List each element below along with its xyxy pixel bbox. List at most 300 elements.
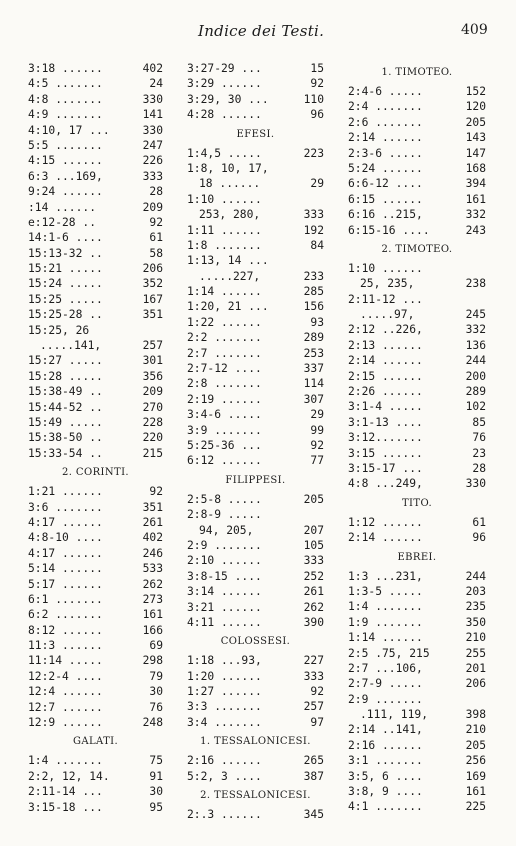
index-entry — [348, 615, 486, 630]
section-heading: TITO. — [401, 497, 433, 509]
index-entry — [28, 638, 163, 653]
entry-reference: 15:44-52 .. — [28, 400, 103, 414]
entry-reference: 1:8 ....... — [187, 238, 262, 252]
entry-page-number: 30 — [149, 685, 163, 699]
entry-page-number: 167 — [142, 292, 163, 306]
index-entry — [187, 669, 324, 684]
index-entry — [28, 700, 163, 715]
entry-reference: 1:4 ....... — [348, 600, 423, 614]
entry-reference: 3:29 ...... — [187, 77, 262, 91]
entry-reference: 3:18 ...... — [28, 62, 103, 75]
index-entry — [28, 500, 163, 515]
index-entry — [187, 699, 324, 714]
entry-page-number: 252 — [303, 569, 324, 583]
index-entry — [348, 769, 486, 784]
index-entry — [28, 276, 163, 291]
index-entry — [187, 315, 324, 330]
entry-reference: 2:8-9 ..... — [187, 508, 262, 522]
index-entry-continuation — [187, 176, 324, 191]
entry-page-number: 262 — [303, 600, 324, 614]
entry-reference: 2:15 ...... — [348, 369, 423, 383]
entry-reference: 3:9 ....... — [187, 423, 262, 437]
index-entry-continuation — [187, 523, 324, 538]
index-entry — [187, 453, 324, 468]
index-entry — [28, 484, 163, 499]
entry-page-number: 169 — [465, 769, 486, 783]
entry-page-number: 75 — [149, 754, 163, 768]
entry-reference: 9:24 ...... — [28, 185, 103, 199]
entry-reference: 2:7 ...106, — [348, 661, 423, 675]
entry-reference: 15:38-50 .. — [28, 431, 103, 445]
entry-page-number: 333 — [303, 669, 324, 683]
entry-page-number: 261 — [303, 585, 324, 599]
index-entry — [348, 399, 486, 414]
index-entry — [187, 361, 324, 376]
index-entry — [187, 807, 324, 822]
entry-page-number: 92 — [149, 485, 163, 499]
entry-page-number: 110 — [303, 92, 324, 106]
index-entry — [348, 322, 486, 337]
entry-reference: 2:16 ...... — [187, 754, 262, 768]
entry-page-number: 23 — [472, 446, 486, 460]
index-entry — [187, 407, 324, 422]
index-entry-continuation — [348, 707, 486, 722]
entry-reference: 2:.3 ...... — [187, 808, 262, 822]
index-entry — [348, 192, 486, 207]
entry-reference: 2:12 ..226, — [348, 323, 423, 337]
index-entry — [187, 76, 324, 91]
entry-reference: 3:15 ...... — [348, 446, 423, 460]
index-entry — [187, 684, 324, 699]
entry-reference: 1:27 ...... — [187, 685, 262, 699]
index-entry — [28, 684, 163, 699]
index-entry — [28, 200, 163, 215]
entry-reference: .....141, — [40, 339, 102, 353]
index-entry — [187, 492, 324, 507]
section-heading: GALATI. — [72, 736, 119, 748]
index-entry-continuation — [28, 338, 163, 353]
index-entry — [348, 84, 486, 99]
index-entry — [348, 599, 486, 614]
entry-reference: 3:29, 30 ... — [187, 92, 269, 106]
index-entry — [28, 669, 163, 684]
index-entry-continuation — [187, 269, 324, 284]
entry-reference: .....227, — [199, 269, 261, 283]
entry-page-number: 79 — [149, 669, 163, 683]
index-entry — [187, 538, 324, 553]
entry-page-number: 333 — [142, 169, 163, 183]
entry-reference: 1:12 ...... — [348, 515, 423, 529]
index-entry — [28, 400, 163, 415]
entry-page-number: 166 — [142, 623, 163, 637]
entry-page-number: 246 — [142, 546, 163, 560]
index-entry — [348, 753, 486, 768]
index-entry — [28, 61, 163, 76]
index-entry — [348, 353, 486, 368]
entry-page-number: 24 — [149, 77, 163, 91]
index-entry — [28, 353, 163, 368]
entry-reference: 4:9 ....... — [28, 108, 103, 122]
index-entry — [187, 653, 324, 668]
entry-reference: 6:3 ...169, — [28, 169, 103, 183]
index-entry — [187, 146, 324, 161]
entry-page-number: 77 — [310, 454, 324, 468]
entry-reference: 3:8-15 .... — [187, 569, 262, 583]
entry-page-number: 262 — [142, 577, 163, 591]
index-entry — [28, 577, 163, 592]
entry-page-number: 105 — [303, 538, 324, 552]
index-entry — [348, 476, 486, 491]
entry-reference: 1:4 ....... — [28, 754, 103, 768]
section-heading: 1. TESSALONICESI. — [200, 736, 311, 748]
entry-page-number: 387 — [303, 769, 324, 783]
entry-page-number: 333 — [303, 554, 324, 568]
index-entry — [348, 530, 486, 545]
index-entry — [187, 346, 324, 361]
entry-page-number: 99 — [310, 423, 324, 437]
entry-reference: 4:28 ...... — [187, 108, 262, 122]
entry-reference: 1:20, 21 ... — [187, 300, 269, 314]
entry-page-number: 210 — [465, 723, 486, 737]
entry-reference: 15:33-54 .. — [28, 446, 103, 460]
entry-reference: 15:38-49 .. — [28, 385, 103, 399]
entry-page-number: 206 — [465, 677, 486, 691]
entry-reference: 2:11-14 ... — [28, 785, 103, 799]
entry-reference: 6:2 ....... — [28, 608, 103, 622]
entry-page-number: 333 — [303, 208, 324, 222]
index-entry — [348, 207, 486, 222]
entry-reference: .....97, — [360, 308, 415, 322]
entry-reference: e:12-28 .. — [28, 215, 97, 229]
entry-page-number: 244 — [465, 569, 486, 583]
entry-reference: 1:21 ...... — [28, 485, 103, 499]
index-entry — [187, 107, 324, 122]
entry-page-number: 84 — [310, 238, 324, 252]
entry-reference: 15:49 ..... — [28, 415, 103, 429]
index-entry — [348, 384, 486, 399]
entry-reference: 2:14 ...... — [348, 531, 423, 545]
index-entry — [348, 646, 486, 661]
index-entry — [28, 415, 163, 430]
index-entry — [187, 192, 324, 207]
entry-page-number: 143 — [465, 131, 486, 145]
entry-reference: 3:6 ....... — [28, 500, 103, 514]
index-entry — [28, 307, 163, 322]
entry-reference: 1:3 ...231, — [348, 569, 423, 583]
entry-reference: 3:15-18 ... — [28, 800, 103, 814]
index-entry — [28, 369, 163, 384]
entry-page-number: 69 — [149, 639, 163, 653]
entry-page-number: 147 — [465, 146, 486, 160]
index-entry — [348, 584, 486, 599]
entry-reference: 15:27 ..... — [28, 354, 103, 368]
index-entry — [187, 423, 324, 438]
entry-page-number: 337 — [303, 362, 324, 376]
entry-page-number: 247 — [142, 138, 163, 152]
index-entry — [187, 438, 324, 453]
index-entry — [348, 176, 486, 191]
entry-page-number: 245 — [465, 308, 486, 322]
entry-page-number: 351 — [142, 500, 163, 514]
index-entry — [187, 584, 324, 599]
entry-reference: 3:21 ...... — [187, 600, 262, 614]
index-entry — [28, 715, 163, 730]
entry-page-number: 215 — [142, 446, 163, 460]
index-entry — [28, 92, 163, 107]
index-entry — [187, 92, 324, 107]
entry-reference: 4:8-10 .... — [28, 531, 103, 545]
index-entry — [28, 800, 163, 815]
index-entry — [28, 123, 163, 138]
index-entry — [348, 261, 486, 276]
entry-reference: 3:3 ....... — [187, 700, 262, 714]
entry-page-number: 402 — [142, 531, 163, 545]
entry-reference: 2:6 ....... — [348, 115, 423, 129]
entry-reference: 25, 235, — [360, 277, 415, 291]
entry-reference: 8:12 ...... — [28, 623, 103, 637]
index-entry — [28, 653, 163, 668]
entry-reference: :14 ...... — [28, 200, 97, 214]
entry-page-number: 244 — [465, 354, 486, 368]
index-entry — [28, 607, 163, 622]
entry-page-number: 161 — [142, 608, 163, 622]
index-entry — [28, 784, 163, 799]
section-heading: EFESI. — [236, 128, 275, 140]
entry-reference: 2:9 ....... — [348, 692, 423, 706]
entry-page-number: 356 — [142, 369, 163, 383]
entry-reference: 2:4-6 ..... — [348, 85, 423, 98]
entry-page-number: 210 — [465, 631, 486, 645]
entry-page-number: 350 — [465, 615, 486, 629]
index-column-3 — [348, 61, 486, 815]
entry-reference: 4:17 ...... — [28, 515, 103, 529]
entry-page-number: 97 — [310, 715, 324, 729]
index-entry — [187, 330, 324, 345]
index-entry — [187, 284, 324, 299]
entry-reference: 1:3-5 ..... — [348, 584, 423, 598]
entry-page-number: 273 — [142, 592, 163, 606]
entry-reference: 2:4 ....... — [348, 100, 423, 114]
entry-reference: 15:25-28 .. — [28, 308, 103, 322]
entry-page-number: 209 — [142, 200, 163, 214]
entry-page-number: 298 — [142, 654, 163, 668]
entry-reference: 2:11-12 ... — [348, 292, 423, 306]
entry-reference: 3:27-29 ... — [187, 62, 262, 75]
index-entry — [187, 569, 324, 584]
index-entry — [28, 169, 163, 184]
entry-page-number: 332 — [465, 208, 486, 222]
entry-reference: 1:22 ...... — [187, 315, 262, 329]
entry-reference: 1:20 ...... — [187, 669, 262, 683]
entry-page-number: 390 — [303, 615, 324, 629]
entry-page-number: 253 — [303, 346, 324, 360]
entry-reference: 1:13, 14 ... — [187, 254, 269, 268]
index-entry — [28, 430, 163, 445]
entry-page-number: 257 — [142, 339, 163, 353]
section-heading: FILIPPESI. — [225, 474, 286, 486]
entry-reference: 4:5 ....... — [28, 77, 103, 91]
entry-reference: 15:24 ..... — [28, 277, 103, 291]
index-entry — [28, 323, 163, 338]
section-heading: 2. CORINTI. — [62, 467, 129, 479]
entry-page-number: 28 — [149, 185, 163, 199]
entry-page-number: 76 — [149, 700, 163, 714]
entry-page-number: 330 — [465, 477, 486, 491]
entry-page-number: 533 — [142, 562, 163, 576]
entry-reference: 3:1-13 .... — [348, 415, 423, 429]
entry-page-number: 114 — [303, 377, 324, 391]
index-entry — [348, 461, 486, 476]
entry-reference: 3:4 ....... — [187, 715, 262, 729]
entry-page-number: 285 — [303, 285, 324, 299]
index-entry — [348, 146, 486, 161]
entry-reference: 2:7-12 .... — [187, 362, 262, 376]
entry-page-number: 92 — [149, 215, 163, 229]
entry-page-number: 209 — [142, 385, 163, 399]
entry-reference: 2:14 ...... — [348, 354, 423, 368]
index-entry — [348, 569, 486, 584]
entry-page-number: 58 — [149, 246, 163, 260]
entry-reference: 2:9 ....... — [187, 538, 262, 552]
entry-reference: 2:3-6 ..... — [348, 146, 423, 160]
entry-reference: 2:2, 12, 14. — [28, 769, 110, 783]
entry-page-number: 15 — [310, 62, 324, 75]
entry-page-number: 228 — [142, 415, 163, 429]
entry-page-number: 402 — [142, 62, 163, 75]
index-entry — [348, 338, 486, 353]
entry-page-number: 61 — [149, 231, 163, 245]
entry-reference: 12:4 ...... — [28, 685, 103, 699]
entry-page-number: 61 — [472, 515, 486, 529]
index-entry — [348, 292, 486, 307]
entry-reference: 2:26 ...... — [348, 385, 423, 399]
entry-page-number: 93 — [310, 315, 324, 329]
entry-page-number: 200 — [465, 369, 486, 383]
entry-page-number: 332 — [465, 323, 486, 337]
entry-page-number: 136 — [465, 338, 486, 352]
entry-reference: 4:8 ...249, — [348, 477, 423, 491]
index-entry-continuation — [187, 207, 324, 222]
entry-reference: 2:14 ..141, — [348, 723, 423, 737]
entry-page-number: 102 — [465, 400, 486, 414]
index-column-2 — [187, 61, 324, 822]
entry-page-number: 225 — [465, 800, 486, 814]
index-entry — [348, 130, 486, 145]
entry-reference: 14:1-6 .... — [28, 231, 103, 245]
entry-reference: 15:25, 26 — [28, 323, 90, 337]
entry-page-number: 265 — [303, 754, 324, 768]
entry-page-number: 270 — [142, 400, 163, 414]
entry-page-number: 330 — [142, 92, 163, 106]
index-entry — [187, 715, 324, 730]
entry-page-number: 29 — [310, 408, 324, 422]
index-entry — [187, 753, 324, 768]
index-entry — [28, 530, 163, 545]
entry-page-number: 261 — [142, 515, 163, 529]
entry-page-number: 248 — [142, 716, 163, 730]
index-entry — [187, 553, 324, 568]
entry-reference: 94, 205, — [199, 523, 254, 537]
index-entry — [187, 61, 324, 76]
entry-page-number: 205 — [465, 115, 486, 129]
index-entry — [348, 515, 486, 530]
entry-page-number: 226 — [142, 154, 163, 168]
entry-page-number: 289 — [303, 331, 324, 345]
entry-reference: 3:5, 6 .... — [348, 769, 423, 783]
entry-page-number: 255 — [465, 646, 486, 660]
index-entry — [28, 561, 163, 576]
index-entry — [187, 507, 324, 522]
entry-reference: 15:25 ..... — [28, 292, 103, 306]
index-entry-continuation — [348, 307, 486, 322]
entry-reference: 11:3 ...... — [28, 639, 103, 653]
entry-reference: 6:15 ...... — [348, 192, 423, 206]
entry-reference: 15:13-32 .. — [28, 246, 103, 260]
index-entry — [28, 246, 163, 261]
entry-reference: 2:7 ....... — [187, 346, 262, 360]
entry-page-number: 161 — [465, 192, 486, 206]
index-entry — [348, 799, 486, 814]
index-entry — [28, 292, 163, 307]
entry-reference: 2:10 ...... — [187, 554, 262, 568]
index-entry — [348, 415, 486, 430]
entry-reference: 5:17 ...... — [28, 577, 103, 591]
index-entry — [187, 253, 324, 268]
index-entry — [28, 446, 163, 461]
entry-reference: 4:17 ...... — [28, 546, 103, 560]
index-entry — [348, 630, 486, 645]
entry-reference: 3:1-4 ..... — [348, 400, 423, 414]
entry-reference: 5:5 ....... — [28, 138, 103, 152]
section-heading: COLOSSESI. — [220, 636, 291, 648]
entry-reference: 3:8, 9 .... — [348, 785, 423, 799]
entry-reference: 6:1 ....... — [28, 592, 103, 606]
entry-page-number: 120 — [465, 100, 486, 114]
entry-page-number: 161 — [465, 785, 486, 799]
entry-reference: 1:18 ...93, — [187, 654, 262, 668]
entry-reference: 3:12....... — [348, 431, 423, 445]
entry-page-number: 28 — [472, 461, 486, 475]
entry-reference: 1:11 ...... — [187, 223, 262, 237]
entry-reference: 5:2, 3 .... — [187, 769, 262, 783]
entry-page-number: 192 — [303, 223, 324, 237]
index-entry — [28, 184, 163, 199]
page-header — [0, 22, 516, 42]
entry-page-number: 227 — [303, 654, 324, 668]
entry-page-number: 168 — [465, 161, 486, 175]
index-entry — [28, 153, 163, 168]
index-column-1 — [28, 61, 163, 815]
entry-reference: 11:14 ..... — [28, 654, 103, 668]
entry-page-number: 205 — [303, 492, 324, 506]
entry-reference: 2:7-9 ..... — [348, 677, 423, 691]
entry-reference: 15:21 ..... — [28, 262, 103, 276]
entry-reference: 6:6-12 .... — [348, 177, 423, 191]
index-entry — [28, 261, 163, 276]
entry-reference: 2:5 .75, 215 — [348, 646, 430, 660]
page-title: Indice dei Testi. — [198, 22, 325, 40]
entry-page-number: 238 — [465, 277, 486, 291]
index-entry — [348, 784, 486, 799]
index-entry — [187, 223, 324, 238]
index-entry — [348, 738, 486, 753]
entry-reference: 5:25-36 ... — [187, 438, 262, 452]
entry-reference: 2:16 ...... — [348, 738, 423, 752]
index-entry — [348, 99, 486, 114]
entry-page-number: 156 — [303, 300, 324, 314]
entry-page-number: 205 — [465, 738, 486, 752]
index-entry — [28, 384, 163, 399]
